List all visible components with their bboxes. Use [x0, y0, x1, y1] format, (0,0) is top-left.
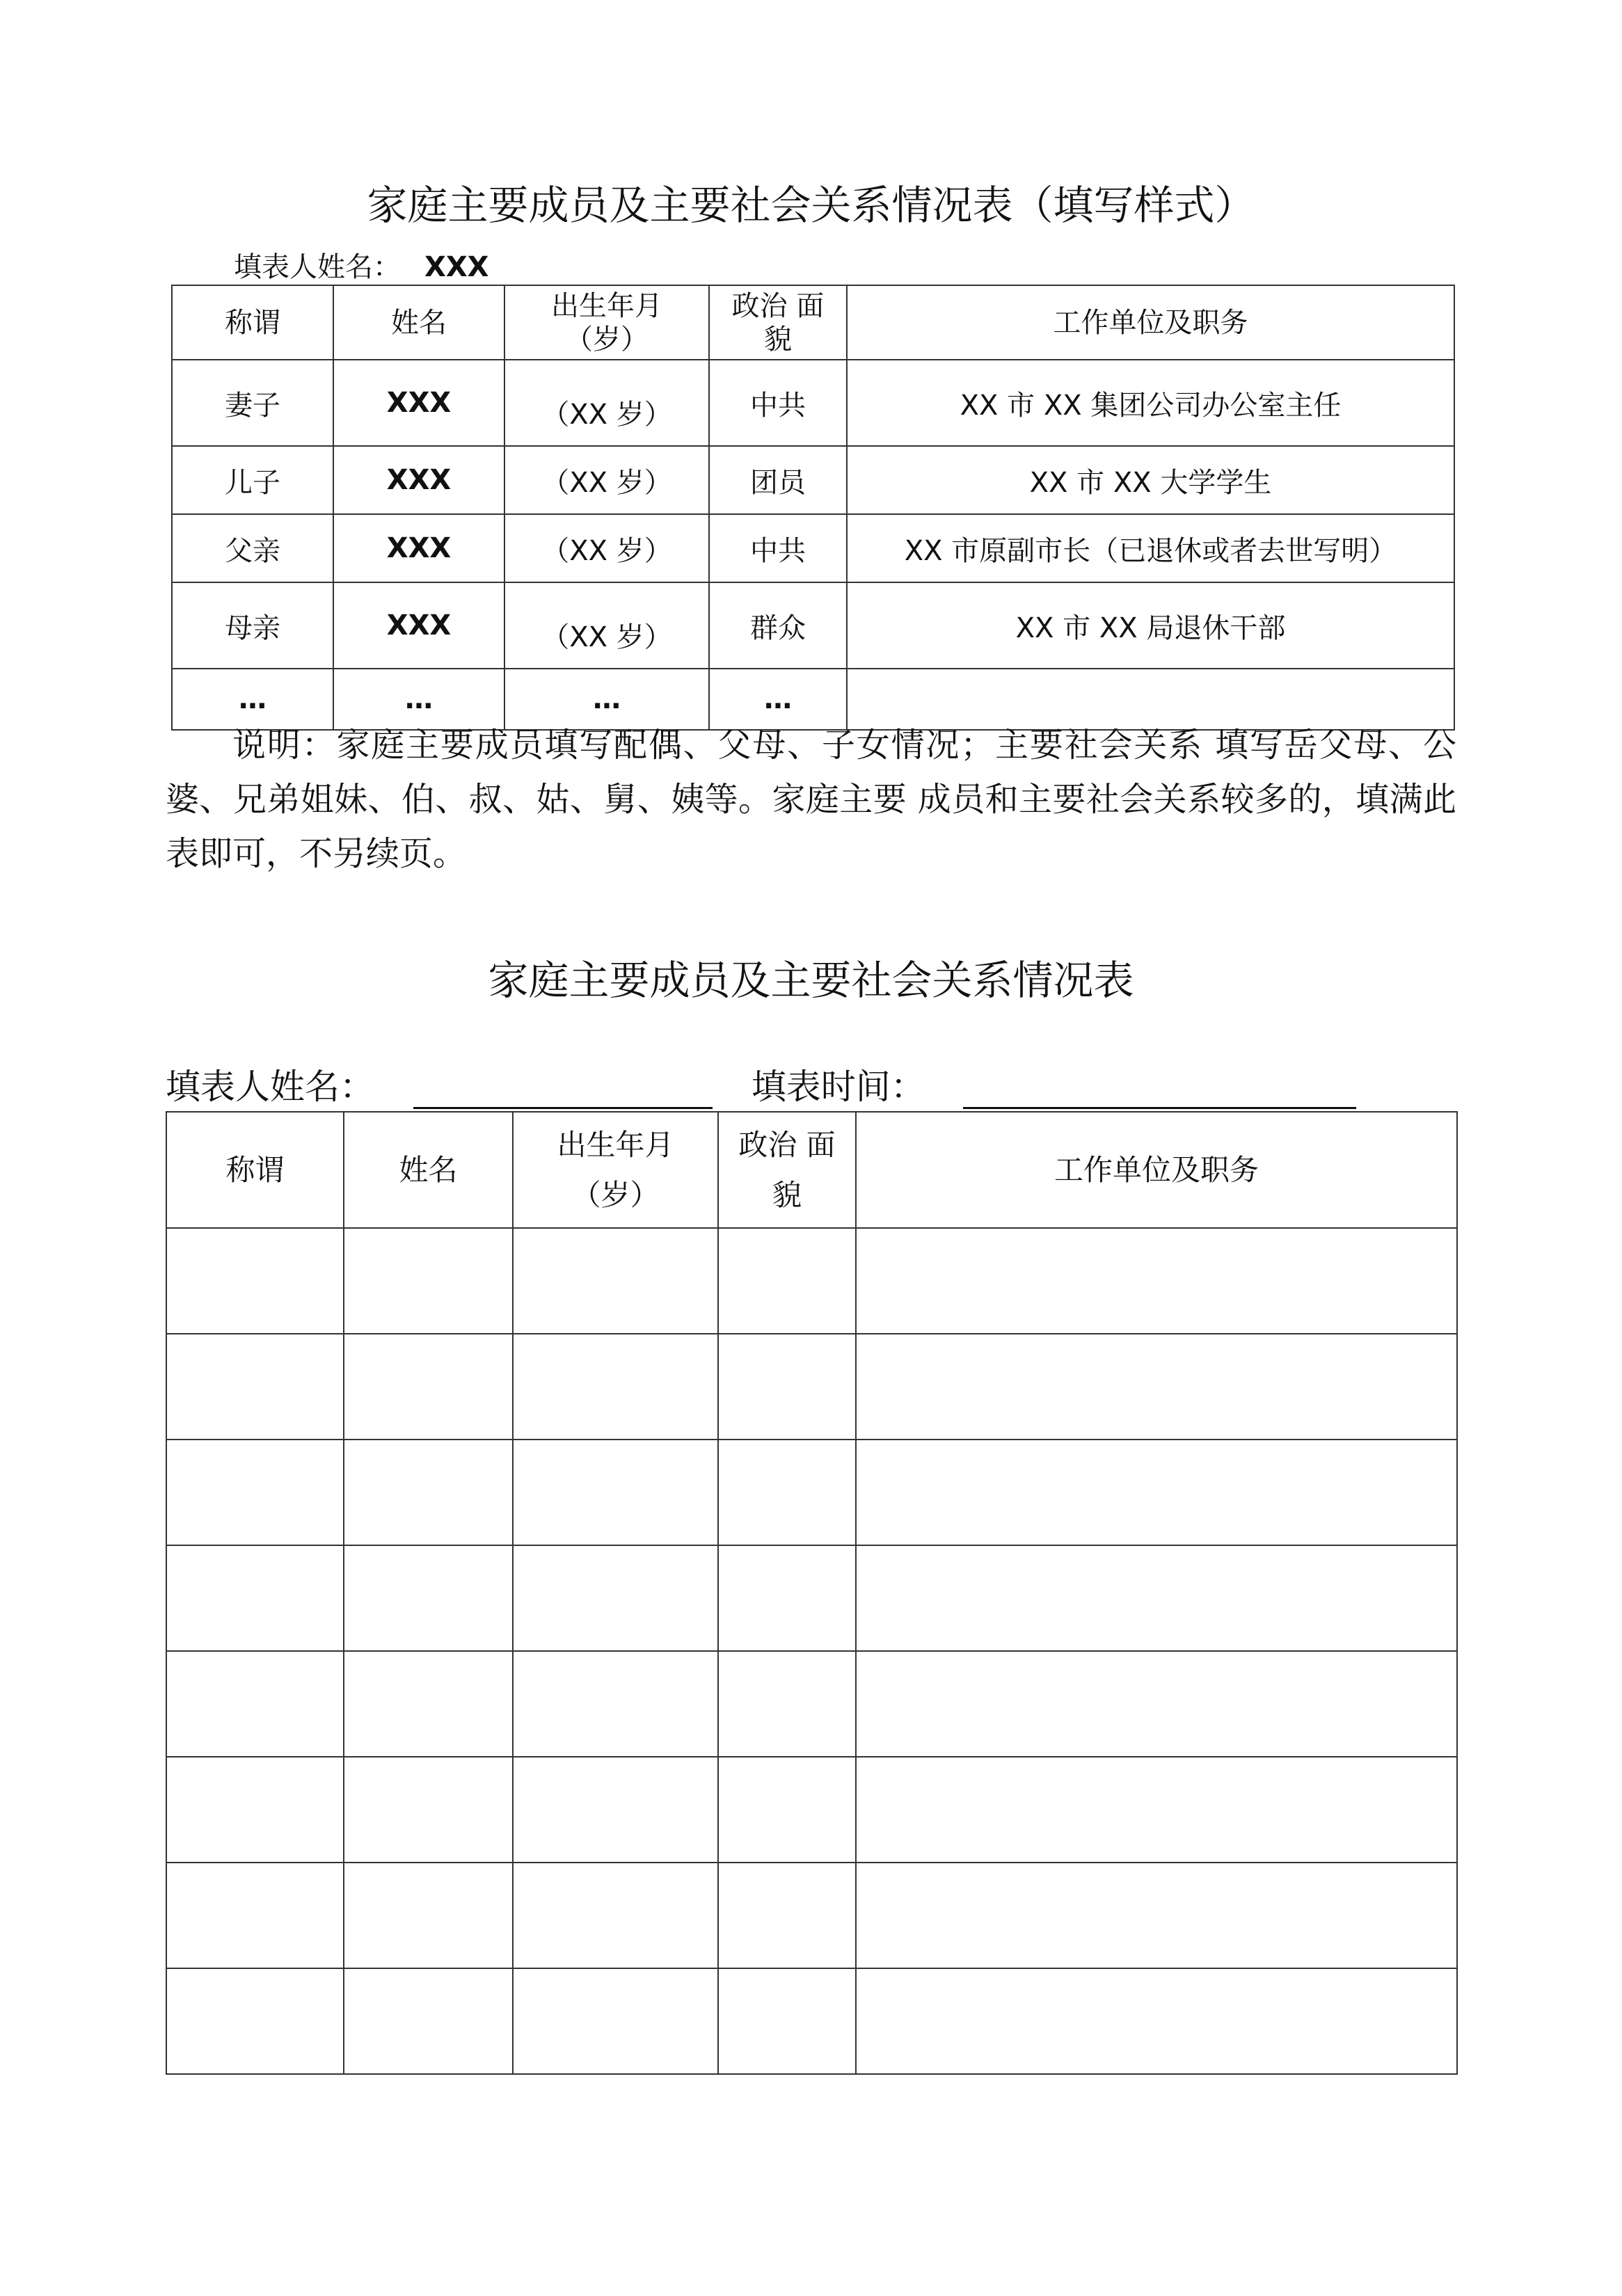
table-row	[172, 582, 1454, 669]
blank-cell[interactable]	[513, 1334, 718, 1440]
filler-name-label: 填表人姓名：	[166, 1067, 374, 1107]
blank-cell[interactable]	[166, 1757, 344, 1863]
header-political-line2: 貌	[764, 323, 792, 356]
cell-relation: …	[172, 669, 333, 730]
blank-cell[interactable]	[513, 1863, 718, 1968]
blank-cell[interactable]	[856, 1440, 1457, 1545]
header-work: 工作单位及职务	[856, 1112, 1457, 1228]
cell-age: （XX 岁）	[504, 514, 709, 582]
blank-cell[interactable]	[856, 1757, 1457, 1863]
filler-name-line[interactable]	[413, 1107, 713, 1109]
sample-title: 家庭主要成员及主要社会关系情况表（填写样式）	[367, 182, 1255, 229]
blank-cell[interactable]	[856, 1863, 1457, 1968]
table-row	[172, 360, 1454, 446]
blank-form-title: 家庭主要成员及主要社会关系情况表	[488, 957, 1134, 1004]
cell-name: XXX	[333, 582, 504, 669]
table-row	[166, 1651, 1457, 1757]
blank-cell[interactable]	[166, 1228, 344, 1334]
header-political-line1: 政治 面	[738, 1127, 836, 1162]
blank-cell[interactable]	[166, 1863, 344, 1968]
blank-cell[interactable]	[344, 1228, 513, 1334]
blank-cell[interactable]	[718, 1757, 856, 1863]
blank-cell[interactable]	[513, 1440, 718, 1545]
blank-cell[interactable]	[513, 1968, 718, 2074]
cell-name: …	[333, 669, 504, 730]
cell-relation: 父亲	[172, 514, 333, 582]
header-birth-line1: 出生年月	[551, 289, 662, 322]
blank-cell[interactable]	[344, 1440, 513, 1545]
header-birth	[513, 1112, 718, 1228]
header-birth-line1: 出生年月	[557, 1127, 674, 1162]
blank-cell[interactable]	[166, 1651, 344, 1757]
cell-name: XXX	[333, 514, 504, 582]
blank-cell[interactable]	[344, 1651, 513, 1757]
fill-date-line[interactable]	[963, 1107, 1356, 1109]
cell-work: XX 市 XX 大学学生	[847, 446, 1454, 514]
sample-filler-value: XXX	[424, 251, 489, 283]
header-work: 工作单位及职务	[847, 285, 1454, 360]
table-row	[166, 1863, 1457, 1968]
blank-cell[interactable]	[718, 1334, 856, 1440]
cell-relation: 妻子	[172, 360, 333, 446]
header-political-line1: 政治 面	[731, 289, 825, 322]
cell-political: 团员	[709, 446, 847, 514]
blank-cell[interactable]	[718, 1440, 856, 1545]
blank-header-row	[166, 1112, 1457, 1228]
table-row	[172, 446, 1454, 514]
cell-name: XXX	[333, 446, 504, 514]
blank-cell[interactable]	[856, 1334, 1457, 1440]
blank-cell[interactable]	[513, 1545, 718, 1651]
cell-age: （XX 岁）	[504, 446, 709, 514]
blank-cell[interactable]	[344, 1968, 513, 2074]
blank-cell[interactable]	[344, 1757, 513, 1863]
header-political	[718, 1112, 856, 1228]
blank-cell[interactable]	[856, 1968, 1457, 2074]
header-birth-line2: （岁）	[565, 323, 649, 356]
blank-cell[interactable]	[856, 1651, 1457, 1757]
header-name: 姓名	[344, 1112, 513, 1228]
blank-cell[interactable]	[513, 1757, 718, 1863]
cell-political: …	[709, 669, 847, 730]
header-relation: 称谓	[166, 1112, 344, 1228]
blank-cell[interactable]	[166, 1968, 344, 2074]
cell-relation: 儿子	[172, 446, 333, 514]
blank-cell[interactable]	[513, 1228, 718, 1334]
table-row	[166, 1968, 1457, 2074]
cell-name: XXX	[333, 360, 504, 446]
table-row	[172, 514, 1454, 582]
instructions-note	[166, 718, 1456, 881]
blank-cell[interactable]	[513, 1651, 718, 1757]
table-row	[166, 1334, 1457, 1440]
blank-cell[interactable]	[718, 1228, 856, 1334]
sample-table	[171, 285, 1455, 731]
blank-cell[interactable]	[344, 1334, 513, 1440]
blank-cell[interactable]	[718, 1545, 856, 1651]
cell-age: …	[504, 669, 709, 730]
cell-political: 群众	[709, 582, 847, 669]
cell-political: 中共	[709, 514, 847, 582]
blank-cell[interactable]	[718, 1863, 856, 1968]
header-birth-line2: （岁）	[571, 1177, 660, 1212]
blank-cell[interactable]	[166, 1334, 344, 1440]
cell-age: （XX 岁）	[504, 582, 709, 669]
header-birth	[504, 285, 709, 360]
cell-work: XX 市 XX 集团公司办公室主任	[847, 360, 1454, 446]
header-political	[709, 285, 847, 360]
table-row	[166, 1757, 1457, 1863]
blank-cell[interactable]	[344, 1863, 513, 1968]
blank-cell[interactable]	[856, 1545, 1457, 1651]
cell-political: 中共	[709, 360, 847, 446]
note-text: 说明：家庭主要成员填写配偶、父母、子女情况；主要社会关系 填写岳父母、公婆、兄弟姐妹、伯、叔、姑、舅、姨等。家庭主要 成员和主要社会关系较多的，填满此表即可，不另续页。	[166, 726, 1456, 873]
table-row	[166, 1228, 1457, 1334]
blank-cell[interactable]	[718, 1651, 856, 1757]
cell-age: （XX 岁）	[504, 360, 709, 446]
table-row	[166, 1440, 1457, 1545]
table-row	[166, 1545, 1457, 1651]
cell-work: XX 市原副市长（已退休或者去世写明）	[847, 514, 1454, 582]
header-relation: 称谓	[172, 285, 333, 360]
blank-cell[interactable]	[166, 1440, 344, 1545]
cell-relation: 母亲	[172, 582, 333, 669]
blank-form-table	[166, 1111, 1458, 2075]
cell-work: XX 市 XX 局退休干部	[847, 582, 1454, 669]
blank-form-header	[166, 1059, 1418, 1109]
sample-header-row	[172, 285, 1454, 360]
blank-cell[interactable]	[718, 1968, 856, 2074]
sample-filler	[234, 245, 489, 285]
sample-filler-label: 填表人姓名：	[234, 251, 401, 283]
header-political-line2: 貌	[772, 1177, 802, 1212]
blank-cell[interactable]	[344, 1545, 513, 1651]
blank-cell[interactable]	[166, 1545, 344, 1651]
blank-cell[interactable]	[856, 1228, 1457, 1334]
header-name: 姓名	[333, 285, 504, 360]
fill-date-label: 填表时间：	[751, 1067, 925, 1107]
